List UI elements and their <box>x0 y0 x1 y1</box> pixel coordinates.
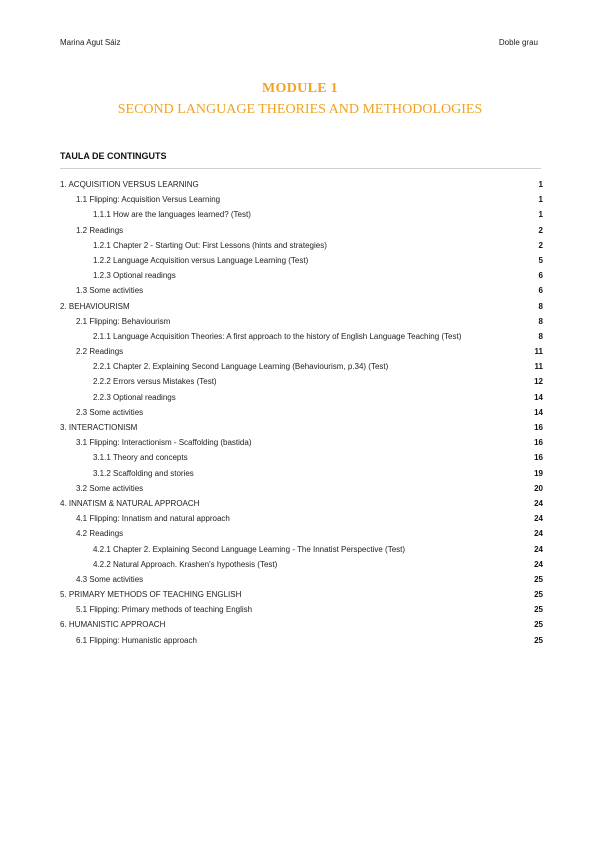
toc-entry-title[interactable]: 3.1 Flipping: Interactionism - Scaffolding (bastida) <box>76 438 252 448</box>
toc-entry-page: 6 <box>538 286 543 296</box>
toc-entry-title[interactable]: 1. ACQUISITION VERSUS LEARNING <box>60 180 199 189</box>
toc-entry-title[interactable]: 2.2.3 Optional readings <box>93 392 176 402</box>
module-title-block <box>0 80 600 120</box>
toc-entry-page: 24 <box>534 529 543 539</box>
toc-entry[interactable] <box>60 359 543 374</box>
toc-entry-page: 16 <box>534 453 543 463</box>
toc-entry-title[interactable]: 1.3 Some activities <box>76 286 144 296</box>
toc-entry-title[interactable]: 4.1 Flipping: Innatism and natural approach <box>76 514 230 524</box>
toc-entry[interactable] <box>60 542 543 557</box>
toc-entry-title[interactable]: 1.2.1 Chapter 2 - Starting Out: First Lessons (hints and strategies) <box>93 240 327 250</box>
header-degree: Doble grau <box>498 38 538 47</box>
toc-entry[interactable] <box>60 633 543 648</box>
toc-entry-title[interactable]: 6.1 Flipping: Humanistic approach <box>76 635 197 645</box>
toc-entry[interactable] <box>60 253 543 268</box>
toc-divider <box>60 168 541 169</box>
toc-entry-page: 6 <box>538 271 543 281</box>
toc-entry[interactable] <box>60 207 543 222</box>
toc-entry[interactable] <box>60 420 543 435</box>
toc-entry-page: 24 <box>534 514 543 524</box>
toc-entry[interactable] <box>60 481 543 496</box>
toc-entry[interactable] <box>60 344 543 359</box>
toc-entry-page: 24 <box>534 498 543 508</box>
toc-entry[interactable] <box>60 238 543 253</box>
toc-entry[interactable] <box>60 602 543 617</box>
toc-entry-page: 1 <box>538 180 543 189</box>
toc-entry-title[interactable]: 1.2.3 Optional readings <box>93 271 176 281</box>
toc-entry[interactable] <box>60 223 543 238</box>
toc-entry[interactable] <box>60 496 543 511</box>
toc-entry-title[interactable]: 2.1 Flipping: Behaviourism <box>76 316 171 326</box>
toc-entry-title[interactable]: 4. INNATISM & NATURAL APPROACH <box>60 498 200 508</box>
toc-entry[interactable] <box>60 299 543 314</box>
toc-entry[interactable] <box>60 314 543 329</box>
toc-entry-title[interactable]: 3.1.2 Scaffolding and stories <box>93 468 194 478</box>
toc-entry-page: 1 <box>538 210 543 220</box>
toc-entry-title[interactable]: 1.1 Flipping: Acquisition Versus Learning <box>76 195 221 205</box>
toc-entry[interactable] <box>60 374 543 389</box>
module-subtitle: SECOND LANGUAGE THEORIES AND METHODOLOGIES <box>117 102 483 117</box>
toc-entry-page: 11 <box>534 362 543 372</box>
toc-entry-page: 1 <box>538 195 543 205</box>
toc-entry-page: 5 <box>538 255 543 265</box>
toc-heading: TAULA DE CONTINGUTS <box>60 151 167 161</box>
toc-entry[interactable] <box>60 390 543 405</box>
toc-entry-title[interactable]: 2.2 Readings <box>76 347 124 357</box>
toc-entry[interactable] <box>60 329 543 344</box>
toc-entry-page: 24 <box>534 559 543 569</box>
toc-entry-title[interactable]: 1.1.1 How are the languages learned? (Test) <box>93 210 251 220</box>
toc-entry-title[interactable]: 2.1.1 Language Acquisition Theories: A first approach to the history of English Language Teaching (Test) <box>93 331 462 341</box>
toc-entry-title[interactable]: 3.1.1 Theory and concepts <box>93 453 188 463</box>
toc-entry-page: 25 <box>534 605 543 615</box>
toc-entry-title[interactable]: 5.1 Flipping: Primary methods of teaching English <box>76 605 253 615</box>
toc-entry-title[interactable]: 2.2.1 Chapter 2. Explaining Second Language Learning (Behaviourism, p.34) (Test) <box>93 362 389 372</box>
toc-entry-page: 14 <box>534 407 543 417</box>
toc-entry[interactable] <box>60 450 543 465</box>
toc-entry-page: 12 <box>534 377 543 387</box>
module-title: MODULE 1 <box>262 81 338 96</box>
toc-entry-page: 2 <box>538 225 543 235</box>
toc-entry-page: 25 <box>534 574 543 584</box>
toc-entry[interactable] <box>60 557 543 572</box>
toc-entry-title[interactable]: 4.2.1 Chapter 2. Explaining Second Language Learning - The Innatist Perspective (Test) <box>93 544 406 554</box>
toc-entry[interactable] <box>60 587 543 602</box>
toc-entry[interactable] <box>60 268 543 283</box>
toc-entry-title[interactable]: 4.3 Some activities <box>76 574 144 584</box>
toc-entry-page: 2 <box>538 240 543 250</box>
toc-entry-page: 25 <box>534 620 543 630</box>
toc-entry-title[interactable]: 2.3 Some activities <box>76 407 144 417</box>
toc-entry-page: 8 <box>538 316 543 326</box>
toc-entry-page: 11 <box>534 347 543 357</box>
toc-entry[interactable] <box>60 177 543 192</box>
toc-entry[interactable] <box>60 405 543 420</box>
toc-entry-page: 16 <box>534 438 543 448</box>
toc-entry-page: 24 <box>534 544 543 554</box>
toc-entry-page: 19 <box>534 468 543 478</box>
toc-entry-title[interactable]: 6. HUMANISTIC APPROACH <box>60 620 166 630</box>
toc-entry-page: 16 <box>534 423 543 432</box>
toc-entry[interactable] <box>60 526 543 541</box>
toc-entry-page: 25 <box>534 590 543 600</box>
header-author: Marina Agut Sáiz <box>60 38 121 47</box>
toc-entry-page: 8 <box>538 301 543 311</box>
toc-entry-title[interactable]: 4.2.2 Natural Approach. Krashen's hypothesis (Test) <box>93 559 278 569</box>
toc-entry-title[interactable]: 5. PRIMARY METHODS OF TEACHING ENGLISH <box>60 590 242 600</box>
toc-entry-page: 14 <box>534 392 543 402</box>
toc-entry-title[interactable]: 3. INTERACTIONISM <box>60 423 138 432</box>
toc-entry[interactable] <box>60 283 543 298</box>
toc-entry[interactable] <box>60 435 543 450</box>
toc-entry-title[interactable]: 1.2.2 Language Acquisition versus Language Learning (Test) <box>93 255 309 265</box>
toc-entry[interactable] <box>60 192 543 207</box>
toc-entry[interactable] <box>60 572 543 587</box>
table-of-contents <box>60 177 543 648</box>
toc-entry[interactable] <box>60 511 543 526</box>
toc-entry-title[interactable]: 4.2 Readings <box>76 529 124 539</box>
toc-entry-title[interactable]: 3.2 Some activities <box>76 483 144 493</box>
toc-entry-page: 25 <box>534 635 543 645</box>
toc-entry[interactable] <box>60 466 543 481</box>
toc-entry-title[interactable]: 1.2 Readings <box>76 225 124 235</box>
toc-entry-page: 20 <box>534 483 543 493</box>
toc-entry-page: 8 <box>538 331 543 341</box>
toc-entry-title[interactable]: 2.2.2 Errors versus Mistakes (Test) <box>93 377 217 387</box>
toc-entry-title[interactable]: 2. BEHAVIOURISM <box>60 301 130 311</box>
toc-entry[interactable] <box>60 617 543 632</box>
